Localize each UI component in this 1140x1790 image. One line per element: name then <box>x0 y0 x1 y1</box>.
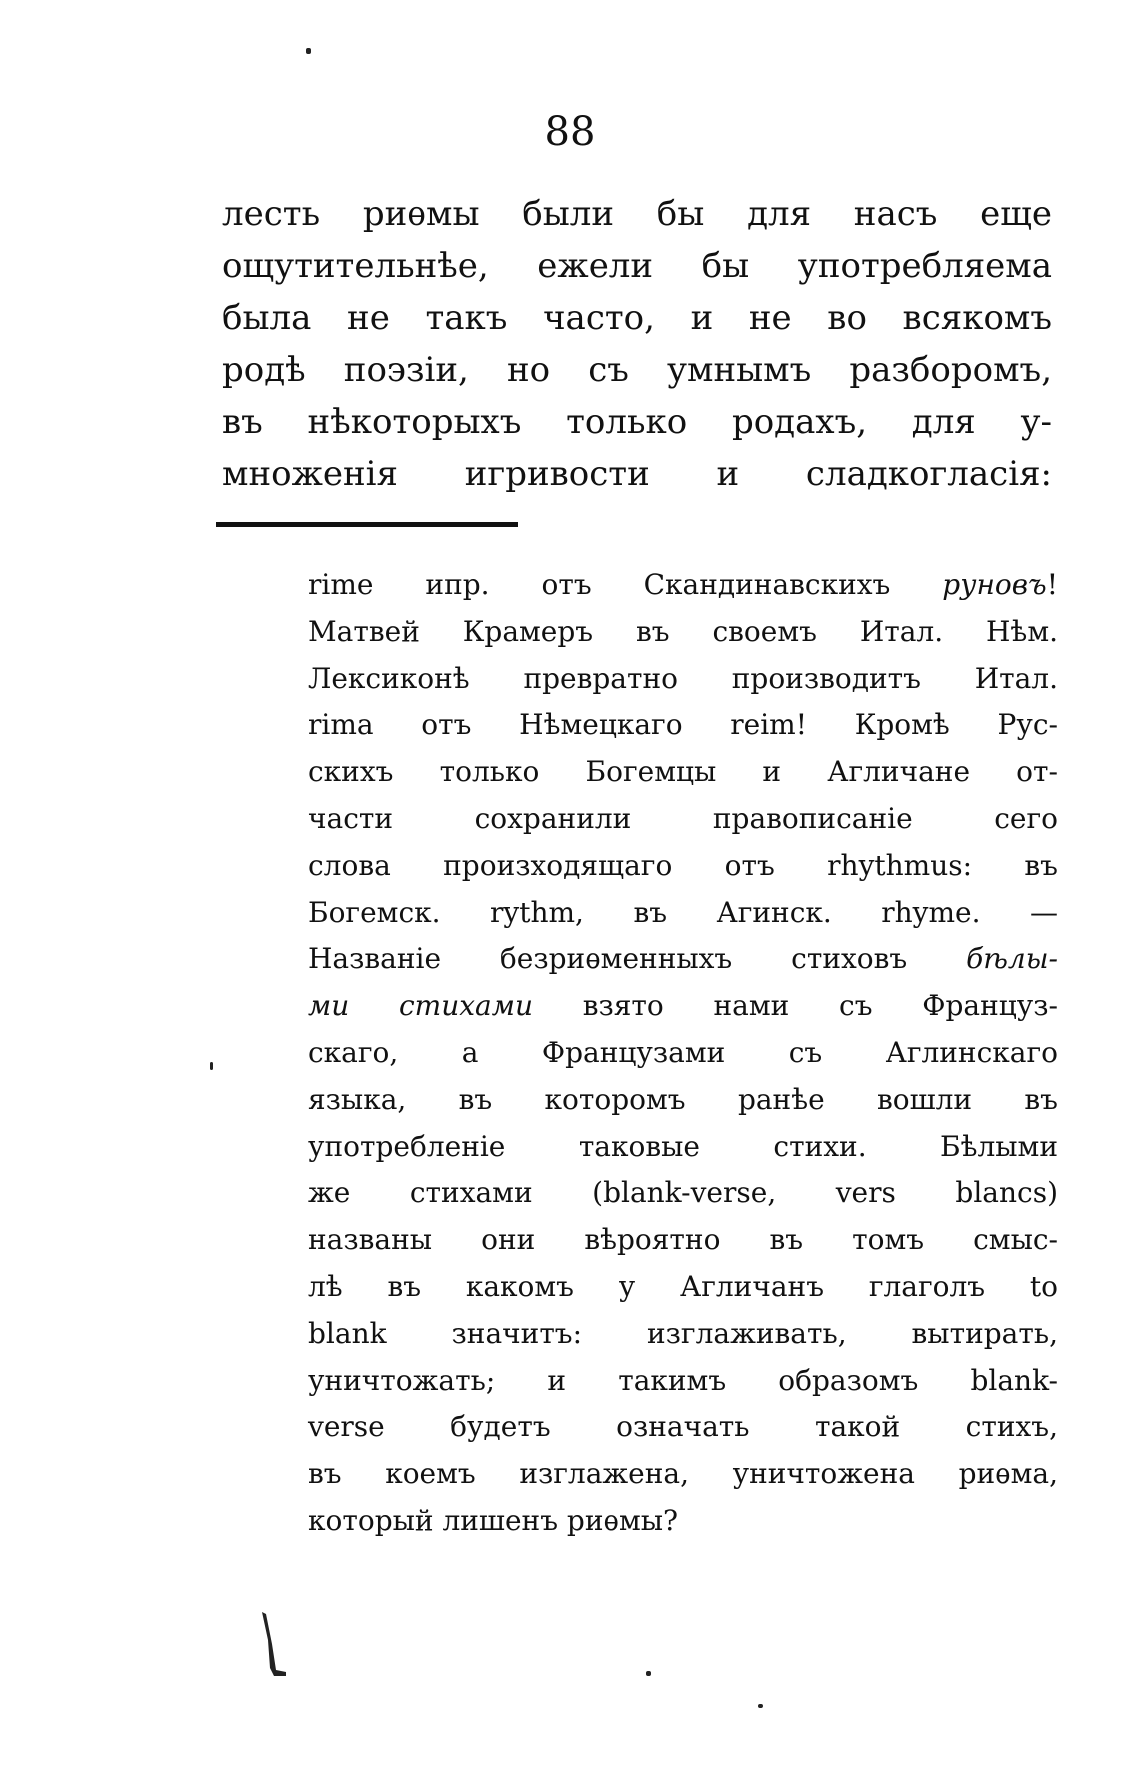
scan-speck <box>306 48 311 54</box>
footnote-line: употребленіе таковые стихи. Бѣлыми <box>308 1129 1058 1163</box>
footnote-line: verse будетъ означать такой стихъ, <box>308 1410 1058 1444</box>
footnote-line: части сохранили правописаніе сего <box>308 801 1058 835</box>
main-text <box>222 188 1052 500</box>
footnote-line: который лишенъ риѳмы? <box>308 1503 679 1537</box>
main-line: родѣ поэзіи, но съ умнымъ разборомъ, <box>222 350 1052 390</box>
footnote-line: названы они вѣроятно въ томъ смыс- <box>308 1223 1058 1257</box>
footnote-rule <box>216 522 518 527</box>
footnote-line: blank значитъ: изглаживать, вытирать, <box>308 1316 1058 1350</box>
scan-speck <box>210 1062 213 1070</box>
main-line: лесть риѳмы были бы для насъ еще <box>222 194 1052 234</box>
main-line: множенія игривости и сладкогласія: <box>222 454 1052 494</box>
footnote-line: скаго, а Французами съ Аглинскаго <box>308 1035 1058 1069</box>
footnote-line: скихъ только Богемцы и Агличане от- <box>308 755 1058 789</box>
footnote-line: ми стихами взято нами съ Француз- <box>308 989 1058 1023</box>
footnote <box>308 562 1058 1545</box>
main-line: ощутительнѣе, ежели бы употребляема <box>222 246 1052 286</box>
footnote-line: лѣ въ какомъ у Агличанъ глаголъ to <box>308 1269 1058 1303</box>
footnote-line: же стихами (blank-verse, vers blancs) <box>308 1176 1058 1210</box>
scan-corner-mark <box>260 1610 288 1680</box>
main-line: была не такъ часто, и не во всякомъ <box>222 298 1052 338</box>
footnote-line: Матвей Крамеръ въ своемъ Итал. Нѣм. <box>308 614 1058 648</box>
footnote-line: въ коемъ изглажена, уничтожена риѳма, <box>308 1457 1058 1491</box>
footnote-line: языка, въ которомъ ранѣе вошли въ <box>308 1082 1058 1116</box>
scan-speck <box>646 1671 651 1676</box>
scan-speck <box>758 1704 763 1708</box>
footnote-line: слова произходящаго отъ rhythmus: въ <box>308 848 1058 882</box>
page-number: 88 <box>544 109 596 155</box>
footnote-line: rime ипр. отъ Скандинавскихъ руновъ! <box>308 568 1058 601</box>
footnote-line: Лексиконѣ превратно производитъ Итал. <box>308 661 1058 695</box>
footnote-line: Названіе безриѳменныхъ стиховъ бѣлы- <box>308 942 1058 976</box>
footnote-line: rima отъ Нѣмецкаго reim! Кромѣ Рус- <box>308 708 1058 742</box>
footnote-line: уничтожать; и такимъ образомъ blank- <box>308 1363 1058 1397</box>
main-line: въ нѣкоторыхъ только родахъ, для у- <box>222 402 1052 442</box>
footnote-line: Богемск. rythm, въ Агинск. rhyme. — <box>308 895 1058 929</box>
